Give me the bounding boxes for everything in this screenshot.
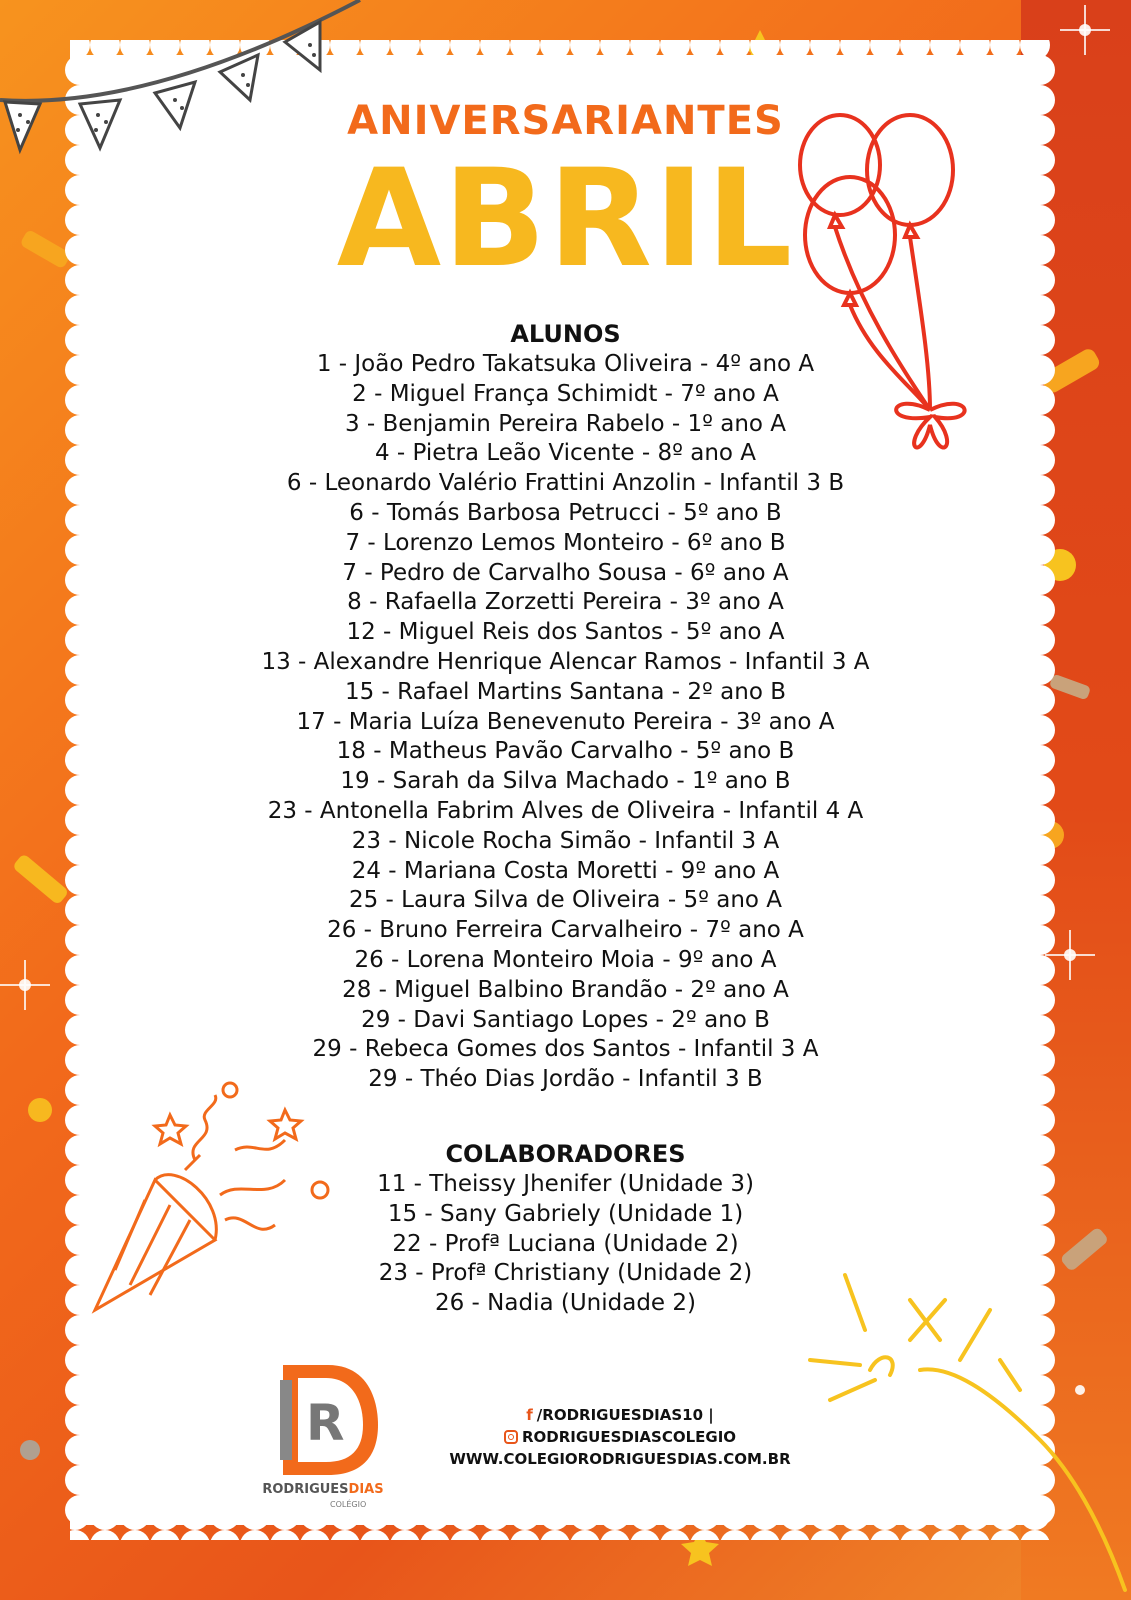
aluno-item: 7 - Lorenzo Lemos Monteiro - 6º ano B <box>345 529 786 556</box>
aluno-item: 2 - Miguel França Schimidt - 7º ano A <box>352 380 779 407</box>
alunos-list <box>0 350 1131 1095</box>
aluno-item: 12 - Miguel Reis dos Santos - 5º ano A <box>346 619 785 646</box>
aluno-item: 25 - Laura Silva de Oliveira - 5º ano A <box>348 887 783 914</box>
aluno-item: 29 - Rebeca Gomes dos Santos - Infantil 3 A <box>312 1036 819 1063</box>
instagram-icon <box>504 1430 518 1444</box>
aluno-item: 29 - Davi Santiago Lopes - 2º ano B <box>361 1006 770 1033</box>
school-logo <box>258 1360 388 1500</box>
colaboradores-heading: COLABORADORES <box>445 1140 686 1168</box>
aluno-item: 13 - Alexandre Henrique Alencar Ramos - Infantil 3 A <box>261 648 870 675</box>
colaborador-item: 11 - Theissy Jhenifer (Unidade 3) <box>377 1171 754 1197</box>
alunos-heading: ALUNOS <box>510 320 621 348</box>
aluno-item: 8 - Rafaella Zorzetti Pereira - 3º ano A <box>347 589 784 616</box>
title-aniversariantes: ANIVERSARIANTES <box>347 98 784 144</box>
colaborador-item: 22 - Profª Luciana (Unidade 2) <box>392 1230 739 1257</box>
logo-subtitle: COLÉGIO <box>330 1500 367 1509</box>
aluno-item: 23 - Nicole Rocha Simão - Infantil 3 A <box>351 827 780 854</box>
aluno-item: 24 - Mariana Costa Moretti - 9º ano A <box>351 857 780 884</box>
aluno-item: 26 - Lorena Monteiro Moia - 9º ano A <box>354 946 777 973</box>
colaborador-item: 23 - Profª Christiany (Unidade 2) <box>378 1260 753 1287</box>
colaborador-item: 15 - Sany Gabriely (Unidade 1) <box>387 1200 744 1227</box>
aluno-item: 26 - Bruno Ferreira Carvalheiro - 7º ano A <box>327 917 804 944</box>
logo-name: RODRIGUESDIAS <box>262 1482 384 1497</box>
aluno-item: 18 - Matheus Pavão Carvalho - 5º ano B <box>336 738 795 765</box>
website-link[interactable]: WWW.COLEGIORODRIGUESDIAS.COM.BR <box>449 1450 791 1468</box>
aluno-item: 28 - Miguel Balbino Brandão - 2º ano A <box>342 976 789 1003</box>
aluno-item: 15 - Rafael Martins Santana - 2º ano B <box>344 678 787 705</box>
aluno-item: 4 - Pietra Leão Vicente - 8º ano A <box>374 440 757 467</box>
instagram-link[interactable]: RODRIGUESDIASCOLEGIO <box>420 1426 820 1448</box>
aluno-item: 7 - Pedro de Carvalho Sousa - 6º ano A <box>342 559 789 586</box>
colaborador-item: 26 - Nadia (Unidade 2) <box>434 1290 697 1317</box>
aluno-item: 23 - Antonella Fabrim Alves de Oliveira - Infantil 4 A <box>267 797 864 824</box>
aluno-item: 17 - Maria Luíza Benevenuto Pereira - 3º ano A <box>296 708 835 735</box>
aluno-item: 6 - Leonardo Valério Frattini Anzolin - Infantil 3 B <box>286 470 845 497</box>
aluno-item: 3 - Benjamin Pereira Rabelo - 1º ano A <box>344 410 787 437</box>
aluno-item: 6 - Tomás Barbosa Petrucci - 5º ano B <box>349 499 782 526</box>
social-links <box>420 1404 820 1470</box>
logo-letter: R <box>306 1394 345 1452</box>
colaboradores-list <box>0 1170 1131 1319</box>
sparkler-decoration <box>790 1270 1130 1600</box>
title-month: ABRIL <box>336 140 795 297</box>
aluno-item: 1 - João Pedro Takatsuka Oliveira - 4º ano A <box>316 351 815 377</box>
facebook-icon: f <box>526 1406 533 1424</box>
aluno-item: 19 - Sarah da Silva Machado - 1º ano B <box>340 768 791 795</box>
facebook-link[interactable]: f /RODRIGUESDIAS10 | <box>526 1406 714 1424</box>
aluno-item: 29 - Théo Dias Jordão - Infantil 3 B <box>368 1066 763 1093</box>
